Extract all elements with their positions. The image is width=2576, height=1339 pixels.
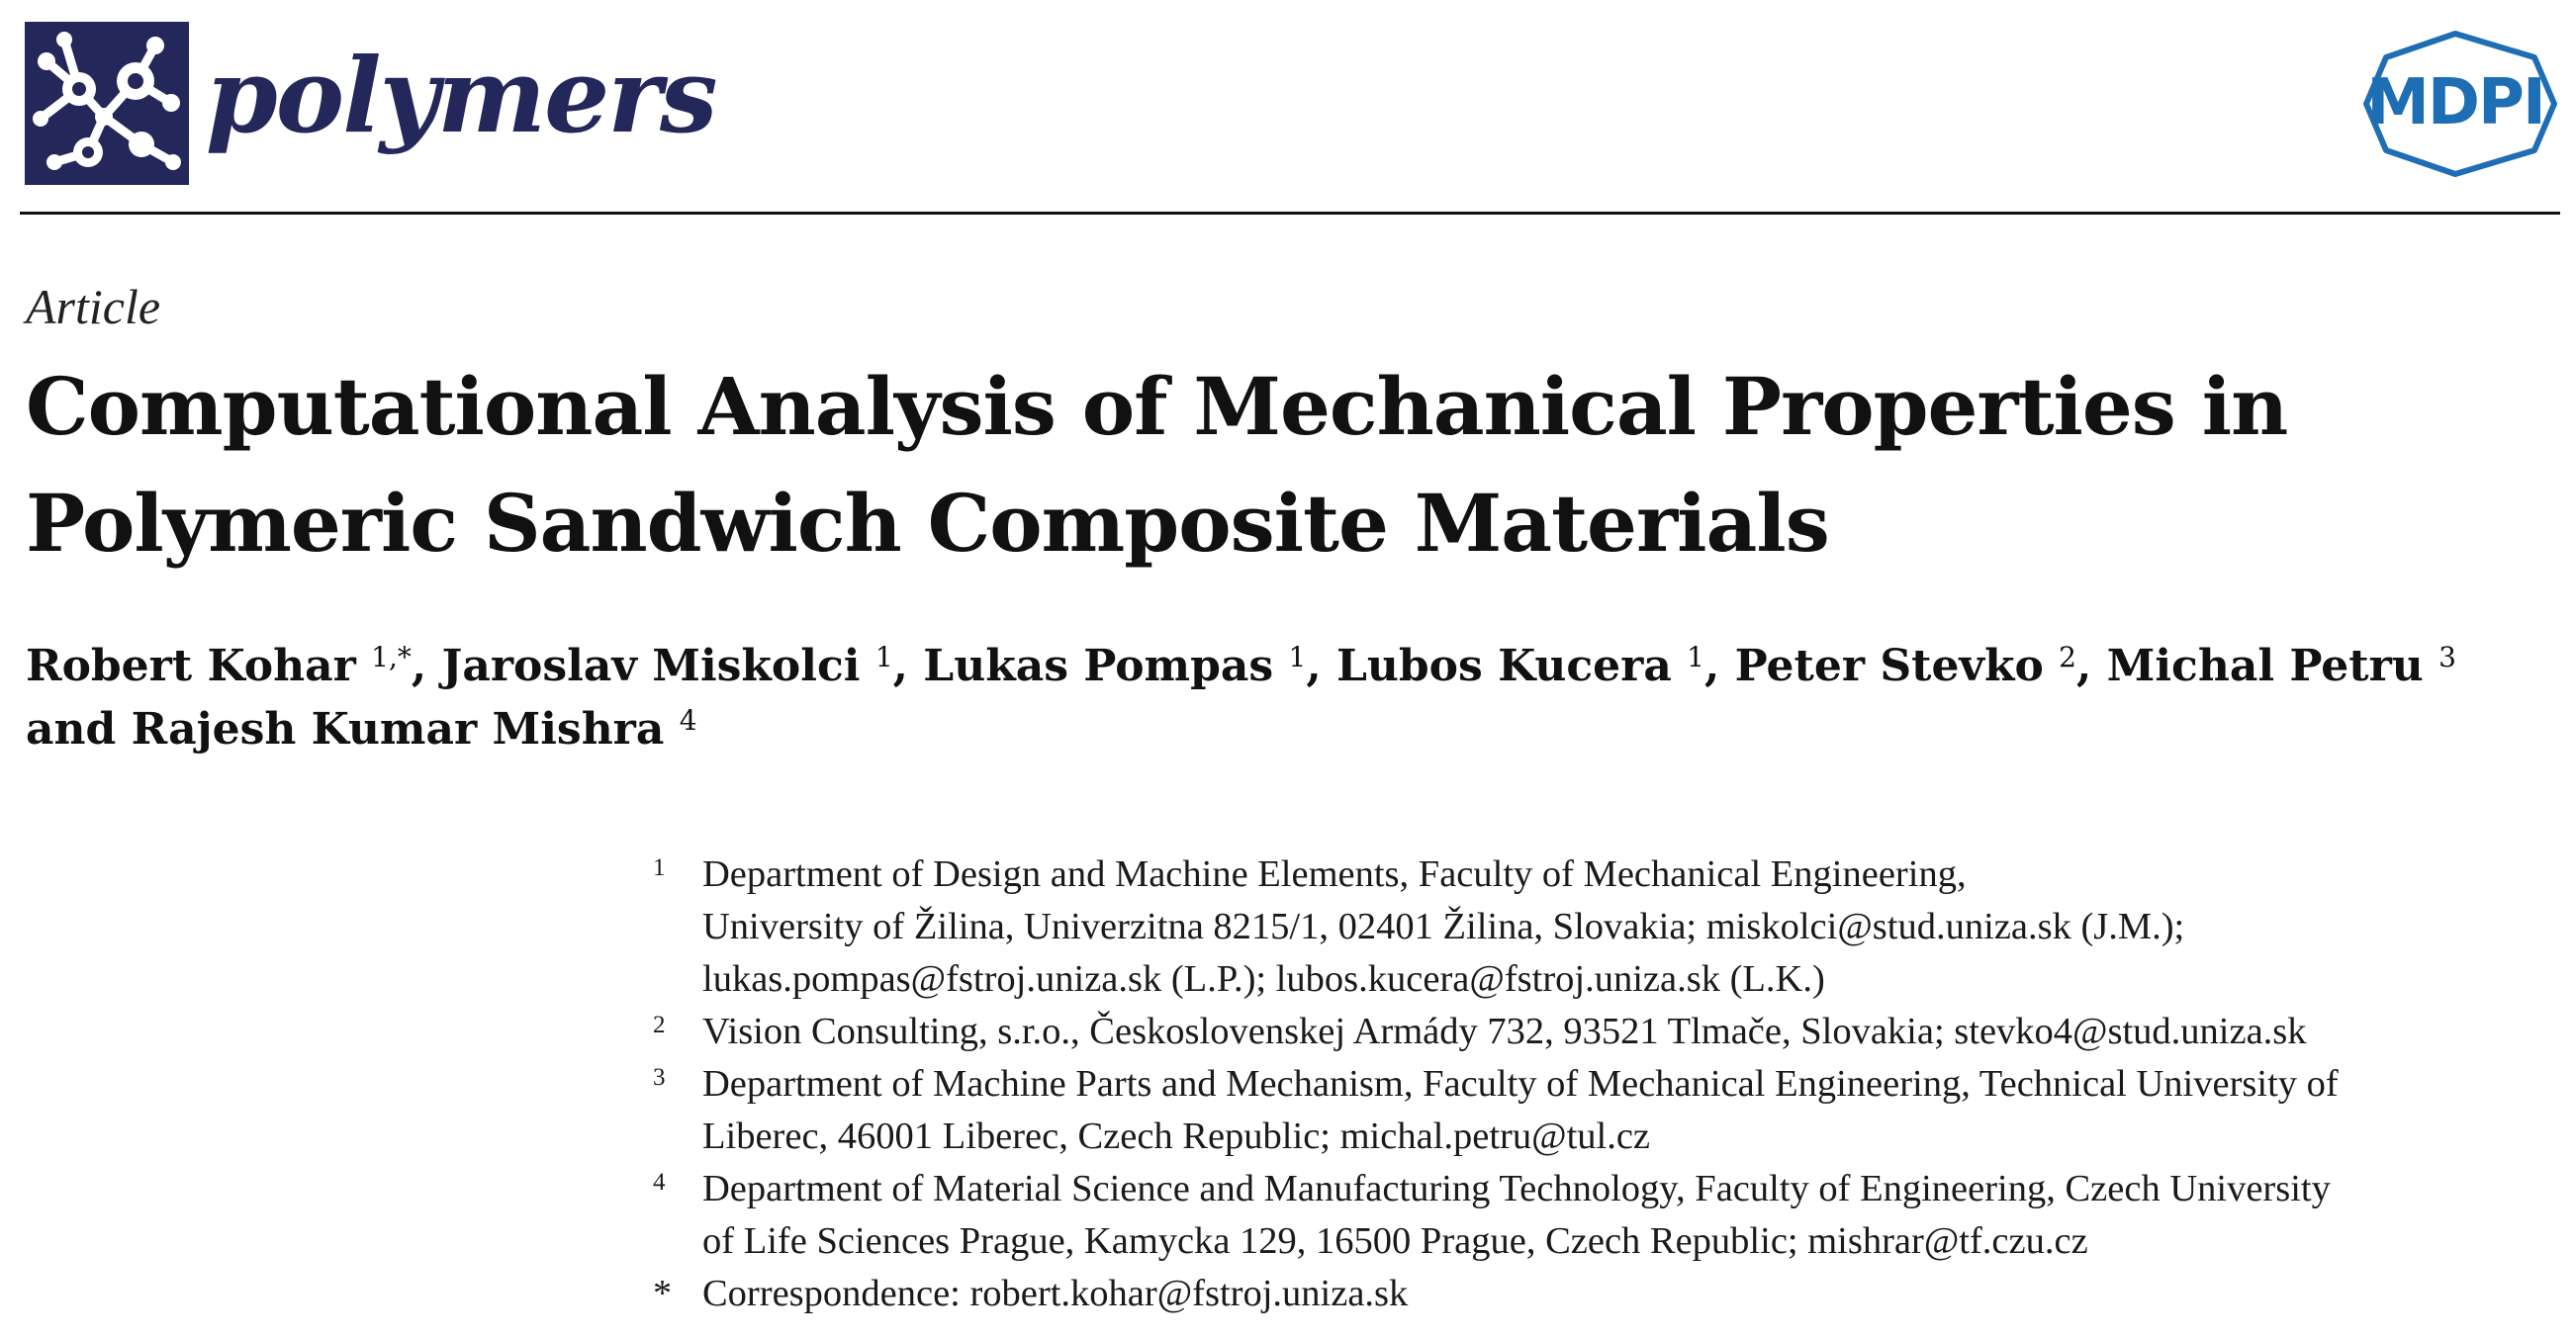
- header-rule: [20, 212, 2560, 215]
- author-affiliation-ref: 3: [2438, 641, 2456, 673]
- page-header: [0, 0, 2576, 218]
- author-line: [26, 698, 2558, 761]
- affiliation-line: Vision Consulting, s.r.o., Československej Armády 732, 93521 Tlmače, Slovakia; stevko4@stud.uniza.sk: [702, 1011, 2307, 1052]
- author-separator: ,: [1703, 641, 1735, 691]
- affiliation-item: [653, 1058, 2567, 1163]
- author-affiliation-ref: 2: [2059, 641, 2076, 673]
- affiliation-marker: 3: [653, 1064, 666, 1091]
- journal-logo: [25, 22, 189, 185]
- affiliation-list: [653, 848, 2567, 1320]
- author-affiliation-ref: 1,*: [371, 641, 412, 673]
- article-type: Article: [26, 279, 161, 334]
- publisher-name: MDPI: [2366, 66, 2544, 139]
- author-name: Michal Petru: [2106, 641, 2424, 691]
- author-list: [26, 635, 2558, 761]
- affiliation-item: [653, 1006, 2567, 1058]
- affiliation-line: Department of Design and Machine Elements, Faculty of Mechanical Engineering,: [702, 853, 1967, 895]
- author-name: Lubos Kucera: [1335, 641, 1672, 691]
- affiliation-line: Department of Material Science and Manufacturing Technology, Faculty of Engineering, Czech University: [702, 1168, 2331, 1209]
- molecule-network-icon: [25, 22, 189, 185]
- journal-name: polymers: [206, 35, 716, 156]
- author-name: Robert Kohar: [26, 641, 356, 691]
- affiliation-line: of Life Sciences Prague, Kamycka 129, 16500 Prague, Czech Republic; mishrar@tf.czu.cz: [702, 1220, 2088, 1262]
- author-affiliation-ref: 4: [679, 704, 697, 737]
- affiliation-line: Liberec, 46001 Liberec, Czech Republic; michal.petru@tul.cz: [702, 1116, 1651, 1157]
- correspondence-item: [653, 1268, 2567, 1320]
- affiliation-marker: 1: [653, 854, 666, 881]
- affiliation-line: University of Žilina, Univerzitna 8215/1, 02401 Žilina, Slovakia; miskolci@stud.uniza.sk (J.M.);: [702, 906, 2185, 947]
- author-affiliation-ref: 1: [1687, 641, 1704, 673]
- affiliation-item: [653, 848, 2567, 1006]
- author-affiliation-ref: 1: [874, 641, 893, 673]
- affiliation-line: lukas.pompas@fstroj.uniza.sk (L.P.); lubos.kucera@fstroj.uniza.sk (L.K.): [702, 958, 1825, 1000]
- correspondence-line: Correspondence: robert.kohar@fstroj.uniza.sk: [702, 1273, 1409, 1314]
- author-name: and Rajesh Kumar Mishra: [26, 704, 665, 755]
- author-separator: ,: [411, 641, 442, 691]
- author-line: [26, 635, 2558, 698]
- author-name: Peter Stevko: [1734, 641, 2044, 691]
- author-affiliation-ref: 1: [1288, 641, 1307, 673]
- affiliation-line: Department of Machine Parts and Mechanism, Faculty of Mechanical Engineering, Technical University of: [702, 1063, 2339, 1105]
- author-name: Lukas Pompas: [923, 641, 1274, 691]
- correspondence-marker: *: [653, 1273, 672, 1314]
- affiliation-item: [653, 1163, 2567, 1268]
- affiliation-marker: 2: [653, 1012, 666, 1038]
- article-title: Computational Analysis of Mechanical Properties in Polymeric Sandwich Composite Materials: [26, 360, 2288, 570]
- author-separator: ,: [2076, 641, 2107, 691]
- author-separator: ,: [1306, 641, 1336, 691]
- author-name: Jaroslav Miskolci: [441, 641, 861, 691]
- affiliation-marker: 4: [653, 1169, 666, 1196]
- author-separator: ,: [892, 641, 924, 691]
